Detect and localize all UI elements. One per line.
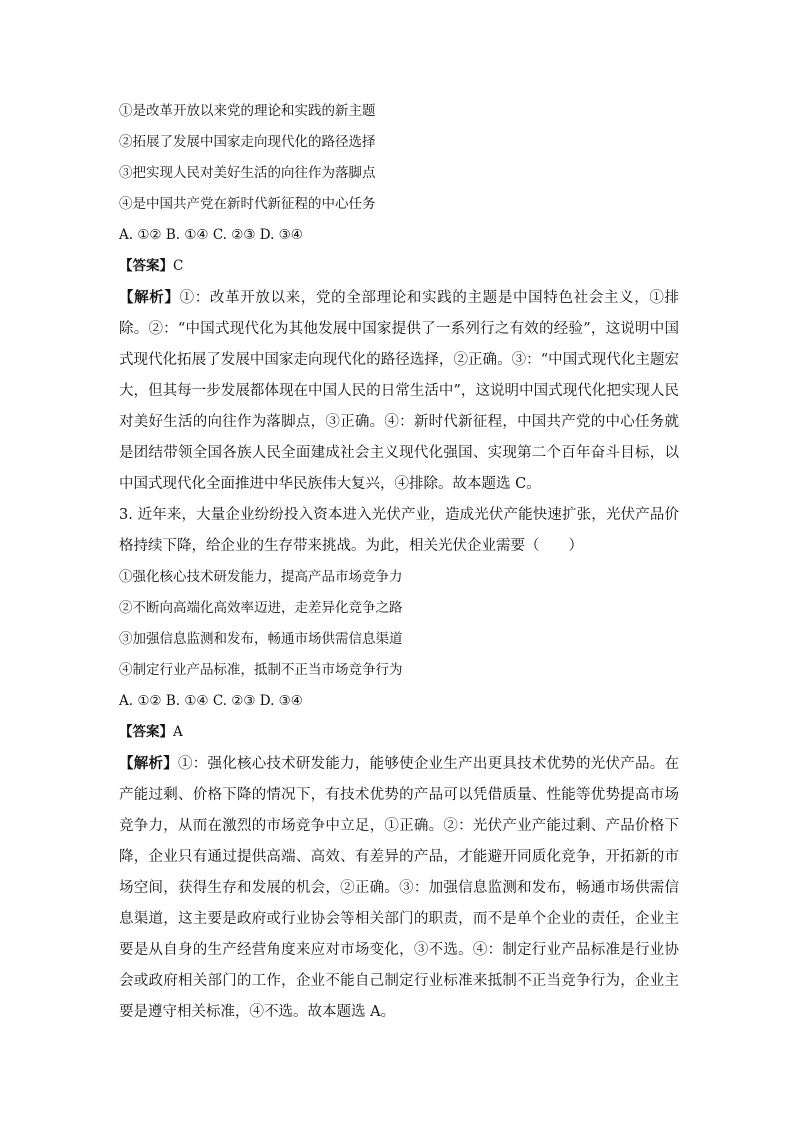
- q2-option-4: ④是中国共产党在新时代新征程的中心任务: [119, 196, 376, 212]
- q3-option-4: ④制定行业产品标准，抵制不正当市场竞争行为: [119, 662, 403, 678]
- q3-option-3: ③加强信息监测和发布，畅通市场供需信息渠道: [119, 631, 403, 647]
- q2-analysis-text: ①：改革开放以来，党的全部理论和实践的主题是中国特色社会主义，①排除。②：“中国式现代化为其他发展中国家提供了一系列行之有效的经验”，这说明中国式现代化拓展了发展中国家走向现代化的路径选择，②正确。③：“中国式现代化主题宏大，但其每一步发展都体现在中国人民的日常生活中”，这说明中国式现代化把实现人民对美好生活的向往作为落脚点，③正确。④：新时代新征程，中国共产党的中心任务就是团结带领全国各族人民全面建成社会主义现代化强国、实现第二个百年奋斗目标，以中国式现代化全面推进中华民族伟大复兴，④排除。故本题选 C。: [119, 290, 680, 492]
- q3-answer-value: A: [173, 724, 183, 740]
- q3-answer: [119, 717, 679, 748]
- q2-answer: [119, 251, 679, 282]
- q3-analysis-text: ①：强化核心技术研发能力，能够使企业生产出更具技术优势的光伏产品。在产能过剩、价格下降的情况下，有技术优势的产品可以凭借质量、性能等优势提高市场竞争力，从而在激烈的市场竞争中立足，①正确。②：光伏产业产能过剩、产品价格下降，企业只有通过提供高端、高效、有差异的产品，才能避开同质化竞争，开拓新的市场空间，获得生存和发展的机会，②正确。③：加强信息监测和发布，畅通市场供需信息渠道，这主要是政府或行业协会等相关部门的职责，而不是单个企业的责任，企业主要是从自身的生产经营角度来应对市场变化，③不选。④：制定行业产品标准是行业协会或政府相关部门的工作，企业不能自己制定行业标准来抵制不正当竞争行为，企业主要是遵守相关标准，④不选。故本题选 A。: [119, 756, 680, 1020]
- q3-option-2: ②不断向高端化高效率迈进，走差异化竞争之路: [119, 600, 403, 616]
- q2-option-3: ③把实现人民对美好生活的向往作为落脚点: [119, 165, 376, 181]
- q2-option-1: ①是改革开放以来党的理论和实践的新主题: [119, 103, 376, 119]
- q3-stem: 3. 近年来，大量企业纷纷投入资本进入光伏产业，造成光伏产能快速扩张，光伏产品价格持续下降，给企业的生存带来挑战。为此，相关光伏企业需要（ ）: [119, 507, 679, 554]
- q3-choices: A. ①② B. ①④ C. ②③ D. ③④: [119, 693, 303, 709]
- q2-analysis: [119, 282, 679, 500]
- document-page: [119, 96, 679, 1028]
- q2-answer-tag: 【答案】: [119, 258, 173, 274]
- q2-answer-value: C: [173, 258, 184, 274]
- q3-analysis-tag: 【解析】: [119, 755, 178, 772]
- q2-analysis-tag: 【解析】: [119, 289, 180, 306]
- q2-choices: A. ①② B. ①④ C. ②③ D. ③④: [119, 227, 303, 243]
- q3-option-1: ①强化核心技术研发能力，提高产品市场竞争力: [119, 569, 403, 585]
- q2-option-2: ②拓展了发展中国家走向现代化的路径选择: [119, 134, 376, 150]
- q3-analysis: [119, 748, 679, 1028]
- q3-answer-tag: 【答案】: [119, 724, 173, 740]
